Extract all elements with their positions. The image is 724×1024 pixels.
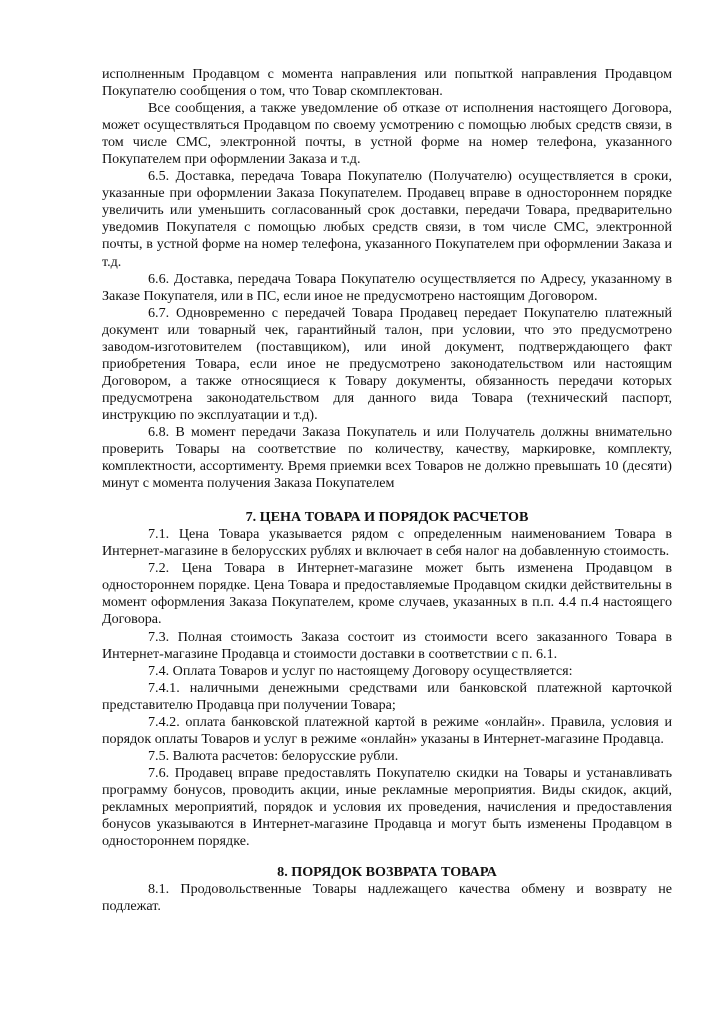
paragraph-7-4-1: 7.4.1. наличными денежными средствами или банковской платежной карточкой представителю Продавца при получении Товара;: [102, 679, 672, 713]
paragraph-6-7: 6.7. Одновременно с передачей Товара Продавец передает Покупателю платежный документ или товарный чек, гарантийный талон, при условии, что это предусмотрено заводом-изготовителем (поставщиком), или иной документ, подтверждающего факт приобретения Товара, если иное не предусмотрено законодательством или настоящим Договором, а также относящиеся к Товару документы, обязанность передачи которых предусмотрена законодательством для данного вида Товара (технический паспорт, инструкцию по эксплуатации и т.д).: [102, 304, 672, 423]
paragraph-6-8: 6.8. В момент передачи Заказа Покупатель и или Получатель должны внимательно проверить Товары на соответствие по количеству, качеству, маркировке, комплекту, комплектности, ассортименту. Время приемки всех Товаров не должно превышать 10 (десяти) минут с момента получения Заказа Покупателем: [102, 423, 672, 492]
paragraph-7-2: 7.2. Цена Товара в Интернет-магазине может быть изменена Продавцом в одностороннем порядке. Цена Товара и предоставляемые Продавцом скидки действительны в момент оформления Заказа Покупателем, кроме случаев, указанных в п.п. 4.4 п.4 настоящего Договора.: [102, 560, 672, 628]
paragraph-7-1: 7.1. Цена Товара указывается рядом с определенным наименованием Товара в Интернет-магазине в белорусских рублях и включает в себя налог на добавленную стоимость.: [102, 526, 672, 560]
paragraph-7-3: 7.3. Полная стоимость Заказа состоит из стоимости всего заказанного Товара в Интернет-магазине Продавца и стоимости доставки в соответствии с п. 6.1.: [102, 628, 672, 662]
paragraph-6-6: 6.6. Доставка, передача Товара Покупателю осуществляется по Адресу, указанному в Заказе Покупателя, или в ПС, если иное не предусмотрено настоящим Договором.: [102, 270, 672, 304]
paragraph-continuation: исполненным Продавцом с момента направления или попыткой направления Продавцом Покупателю сообщения о том, что Товар скомплектован.: [102, 66, 672, 100]
paragraph-7-4: 7.4. Оплата Товаров и услуг по настоящему Договору осуществляется:: [148, 662, 573, 679]
paragraph-7-4-2: 7.4.2. оплата банковской платежной картой в режиме «онлайн». Правила, условия и порядок оплаты Товаров и услуг в режиме «онлайн» указаны в Интернет-магазине Продавца.: [102, 713, 672, 747]
paragraph-8-1: 8.1. Продовольственные Товары надлежащего качества обмену и возврату не подлежат.: [102, 881, 672, 915]
section-gap: [102, 492, 672, 509]
paragraph-7-5: 7.5. Валюта расчетов: белорусские рубли.: [148, 747, 399, 764]
paragraph-notifications: Все сообщения, а также уведомление об отказе от исполнения настоящего Договора, может осуществляться Продавцом по своему усмотрению с помощью любых средств связи, в том числе СМС, электронной почты, в устной форме на номер телефона, указанного Покупателем при оформлении Заказа и т.д.: [102, 100, 672, 168]
section-8-heading: 8. ПОРЯДОК ВОЗВРАТА ТОВАРА: [277, 864, 497, 881]
paragraph-6-5: 6.5. Доставка, передача Товара Покупателю (Получателю) осуществляется в сроки, указанные при оформлении Заказа Покупателем. Продавец вправе в одностороннем порядке увеличить или уменьшить согласованный срок доставки, передачи Товара, предварительно уведомив Покупателя с помощью любых средств связи, в том числе СМС, электронной почты, в устной форме на номер телефона, указанного Покупателем при оформлении Заказа и т.д.: [102, 168, 672, 270]
section-7-heading: 7. ЦЕНА ТОВАРА И ПОРЯДОК РАСЧЕТОВ: [245, 509, 529, 526]
section-gap: [102, 850, 672, 864]
paragraph-7-6: 7.6. Продавец вправе предоставлять Покупателю скидки на Товары и устанавливать программу бонусов, проводить акции, иные рекламные мероприятия. Виды скидок, акций, рекламных мероприятий, порядок и условия их проведения, начисления и предоставления бонусов указываются в Интернет-магазине Продавца и могут быть изменены Продавцом в одностороннем порядке.: [102, 764, 672, 850]
